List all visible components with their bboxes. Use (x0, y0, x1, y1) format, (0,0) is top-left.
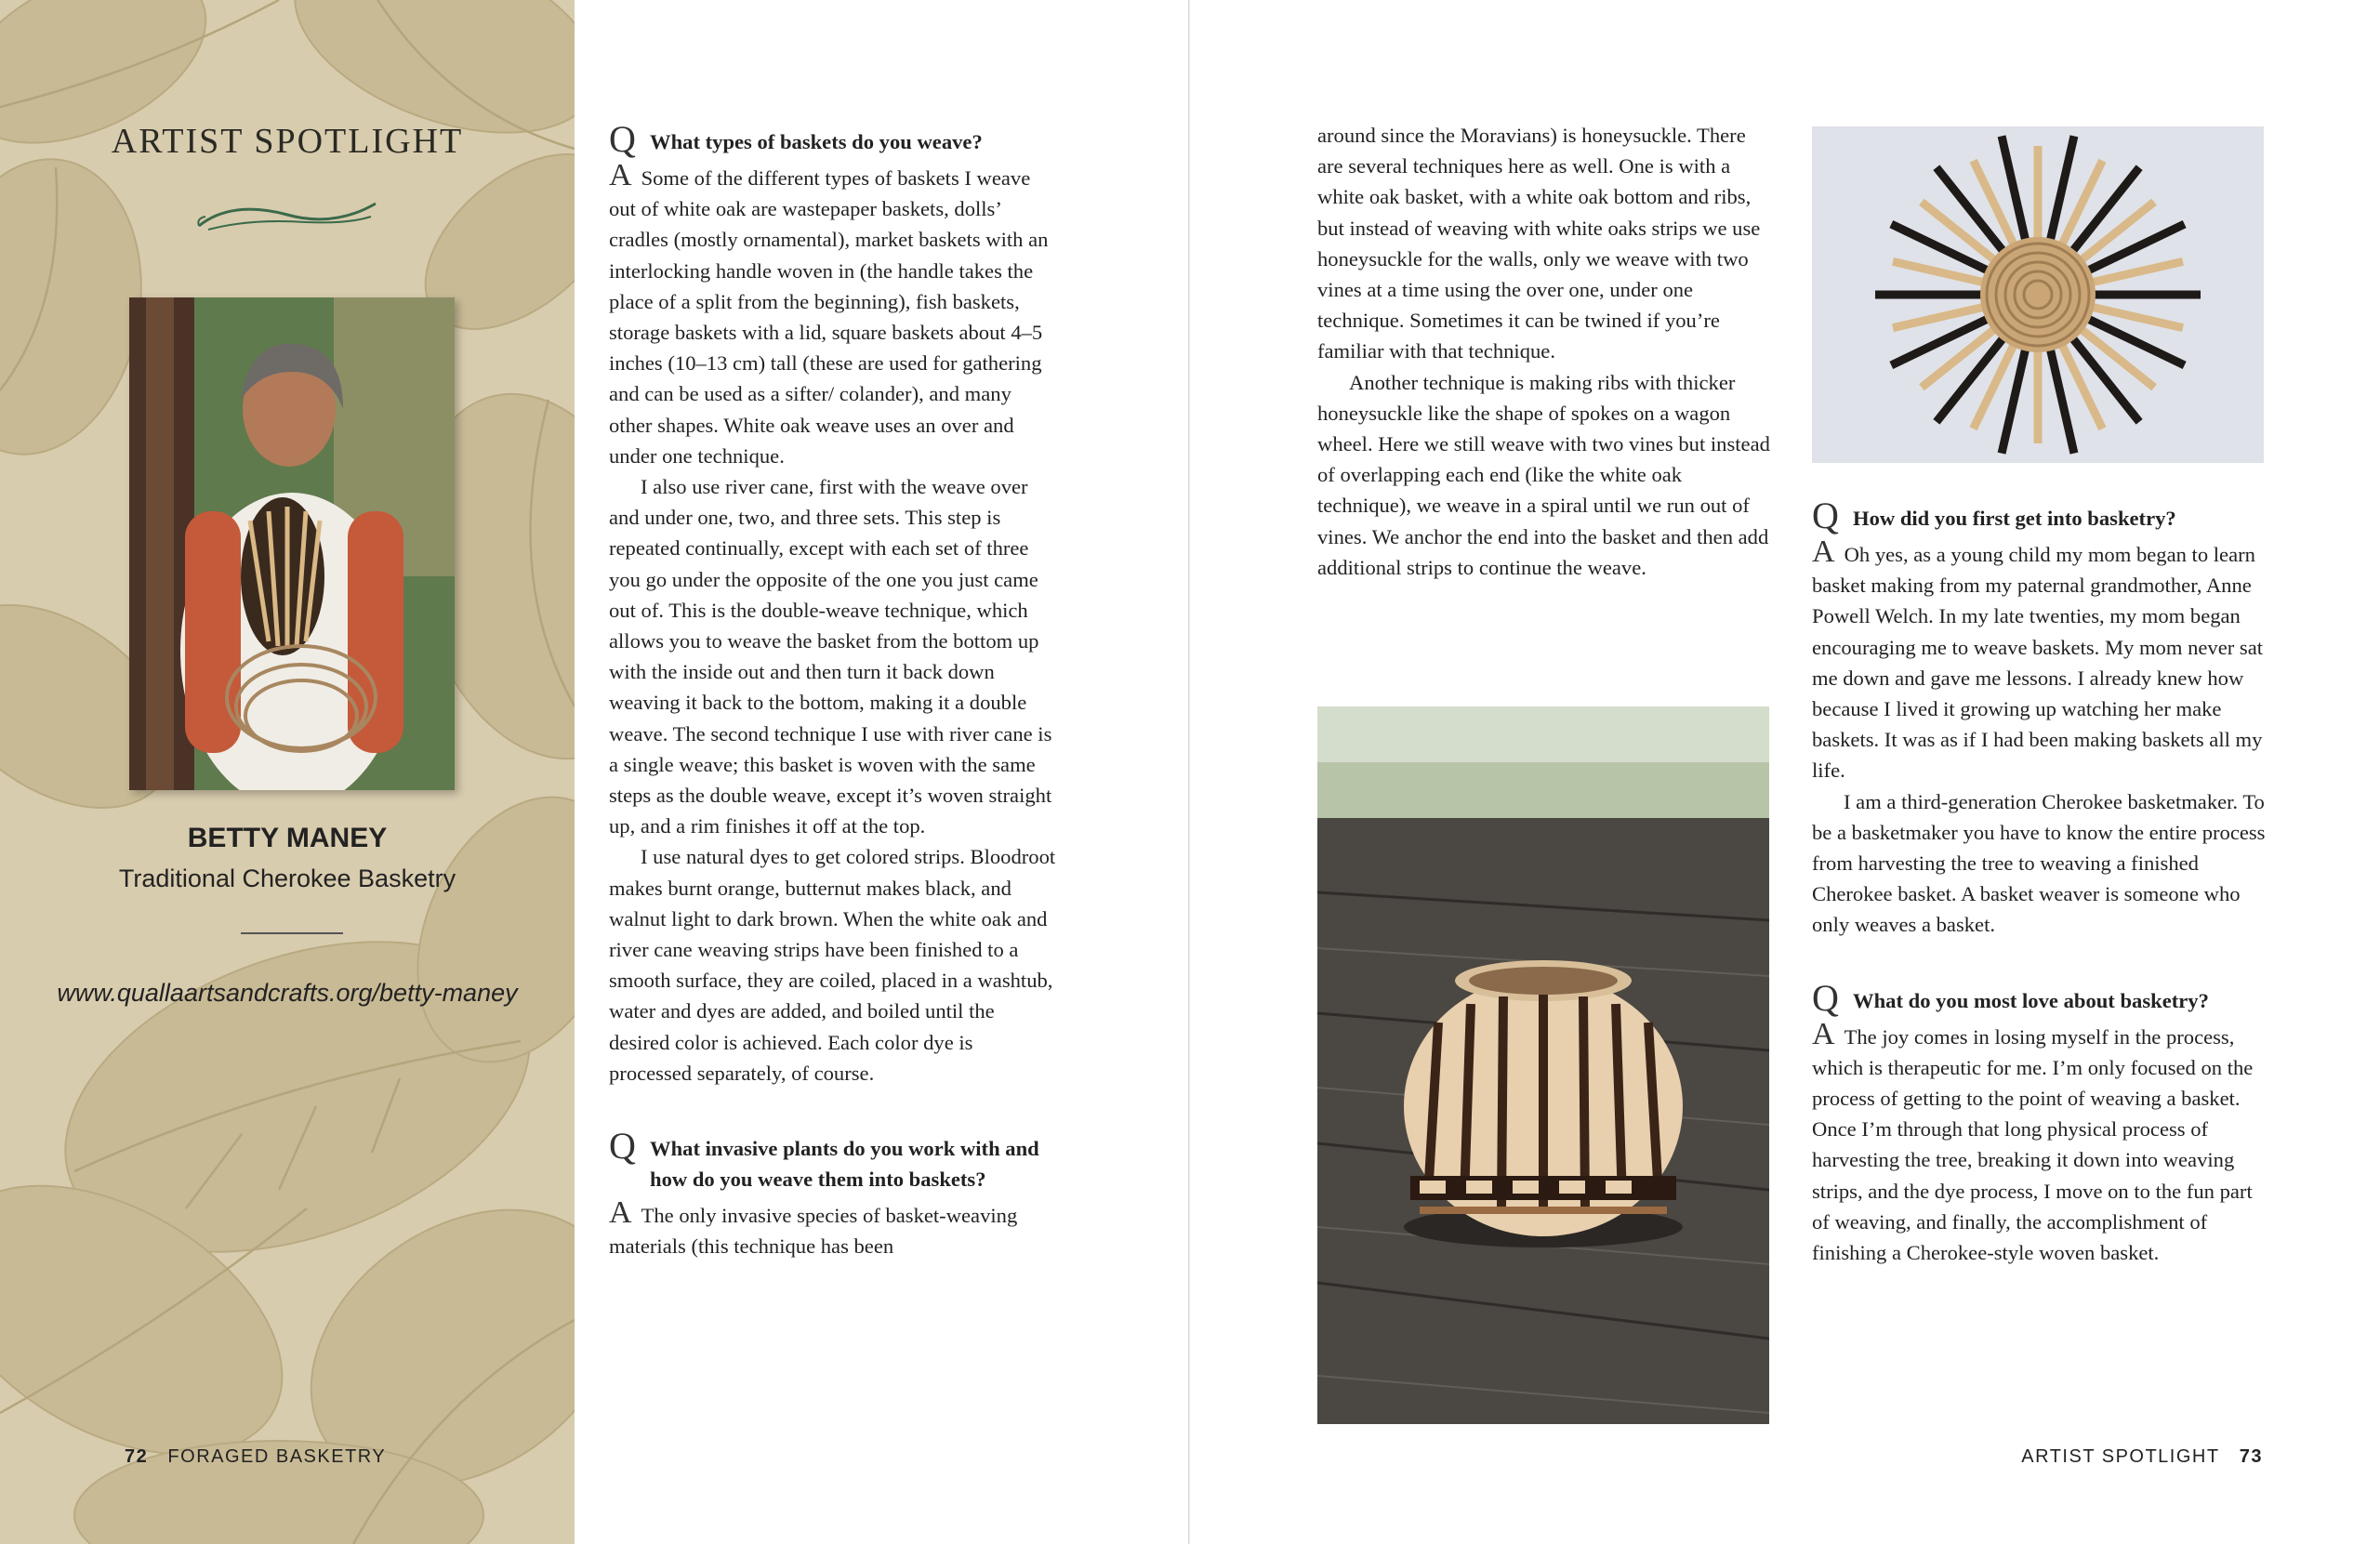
right-page (1190, 0, 2380, 1544)
answer-paragraph (1812, 1016, 2268, 1269)
answer-paragraph: I also use river cane, first with the weave over and under one, two, and three sets. This step is repeated continually, except with each set of three you go under the opposite of the one you just came out of. This is the double-weave technique, which allows you to weave the basket from the bottom up with the inside out and then turn it back down weaving it back to the bottom, making it a double weave. The second technique I use with river cane is a single weave; this basket is woven with the same steps as the double weave, except it’s woven straight up, and a rim finishes it off at the top. (609, 475, 1052, 838)
question-heading (609, 118, 1057, 160)
question-text: What types of baskets do you weave? (650, 130, 983, 153)
artist-name: BETTY MANEY (187, 823, 388, 853)
left-text-column (609, 118, 1057, 1262)
artist-portrait-photo (129, 297, 455, 790)
running-title-left: FORAGED BASKETRY (167, 1446, 387, 1467)
answer-text: Some of the different types of baskets I weave out of white oak are wastepaper baskets, dolls’ cradles (mostly ornamental), market baskets with an interlocking handle woven in (the handle takes the place of a split from the beginning), fish baskets, storage baskets with a lid, square baskets about 4–5 inches (10–13 cm) tall (these are used for gathering and can be used as a sifter/ colander), and many other shapes. White oak weave uses an over and under one technique. (609, 166, 1049, 468)
question-text: What invasive plants do you work with and how do you weave them into baskets? (650, 1137, 1039, 1192)
answer-paragraph: I use natural dyes to get colored strips. Bloodroot makes burnt orange, butternut makes black, and walnut light to dark brown. When the white oak and river cane weaving strips have been finished to a smooth surface, they are coiled, placed in a washtub, water and dyes are added, and boiled until the desired color is achieved. Each color dye is processed separately, of course. (609, 845, 1056, 1085)
basket-pot-photo (1317, 706, 1769, 1424)
artist-role: Traditional Cherokee Basketry (118, 864, 456, 892)
right-text-column-1 (1317, 120, 1771, 583)
question-mark-letter: Q (1812, 976, 1839, 1019)
question-text: How did you first get into basketry? (1853, 507, 2176, 530)
flourish-ornament-icon (194, 191, 380, 246)
continued-paragraph: around since the Moravians) is honeysuckle. There are several techniques here as well. One is with a white oak basket, with a white oak bottom and ribs, but instead of weaving with white oaks strips we use honeysuckle for the walls, only we weave with two vines at a time using the over one, under one technique. Sometimes it can be twined if you’re familiar with that technique. (1317, 124, 1761, 363)
question-heading (1812, 976, 2268, 1019)
continued-paragraph: Another technique is making ribs with thicker honeysuckle like the shape of spokes on a wagon wheel. Here we still weave with two vines but instead of overlapping each end (like the white oak technique), we weave in a spiral until we run out of vines. We anchor the end into the basket and then add additional strips to continue the weave. (1317, 370, 1770, 579)
answer-text: Oh yes, as a young child my mom began to learn basket making from my paternal grandmother, Anne Powell Welch. In my late twenties, my mom began encouraging me to weave baskets. My mom never sat me down and gave me lessons. I already knew how because I lived it growing up watching her make baskets. It was as if I had been making baskets all my life. (1812, 543, 2263, 783)
sidebar-heading: ARTIST SPOTLIGHT (111, 122, 464, 161)
artist-website-link[interactable]: www.quallaartsandcrafts.org/betty-maney (57, 979, 518, 1007)
question-mark-letter: Q (609, 1125, 636, 1168)
answer-paragraph: I am a third-generation Cherokee basketmaker. To be a basketmaker you have to know the entire process from harvesting the tree to weaving a finished Cherokee basket. A basket weaver is someone who only weaves a basket. (1812, 789, 2266, 937)
running-title-right: ARTIST SPOTLIGHT (2021, 1446, 2220, 1467)
answer-paragraph (1812, 534, 2268, 786)
page-number-right: 73 (2239, 1446, 2263, 1467)
artist-sidebar (0, 0, 575, 1544)
answer-mark-letter: A (1812, 534, 1835, 569)
right-text-column-2 (1812, 495, 2268, 1268)
answer-text: The only invasive species of basket-weaving materials (this technique has been (609, 1204, 1018, 1259)
basket-base-spokes-photo (1812, 126, 2264, 463)
answer-mark-letter: A (1812, 1016, 1835, 1051)
question-mark-letter: Q (1812, 495, 1839, 536)
question-heading (1812, 495, 2268, 536)
answer-mark-letter: A (609, 158, 632, 192)
question-text: What do you most love about basketry? (1853, 988, 2209, 1012)
question-heading (609, 1125, 1057, 1194)
answer-paragraph (609, 158, 1057, 471)
answer-text: The joy comes in losing myself in the process, which is therapeutic for me. I’m only focused on the process of getting to the point of weaving a basket. Once I’m through that long physical process of harvesting the tree, breaking it down into weaving strips, and the dye process, I move on to the fun part of weaving, and finally, the accomplishment of finishing a Cherokee-style woven basket. (1812, 1024, 2254, 1265)
answer-mark-letter: A (609, 1195, 632, 1231)
sidebar-divider (241, 932, 343, 934)
right-folio (2021, 1446, 2263, 1468)
page-number-left: 72 (125, 1446, 149, 1467)
question-mark-letter: Q (609, 118, 636, 160)
left-folio (125, 1446, 386, 1468)
answer-paragraph (609, 1195, 1057, 1261)
